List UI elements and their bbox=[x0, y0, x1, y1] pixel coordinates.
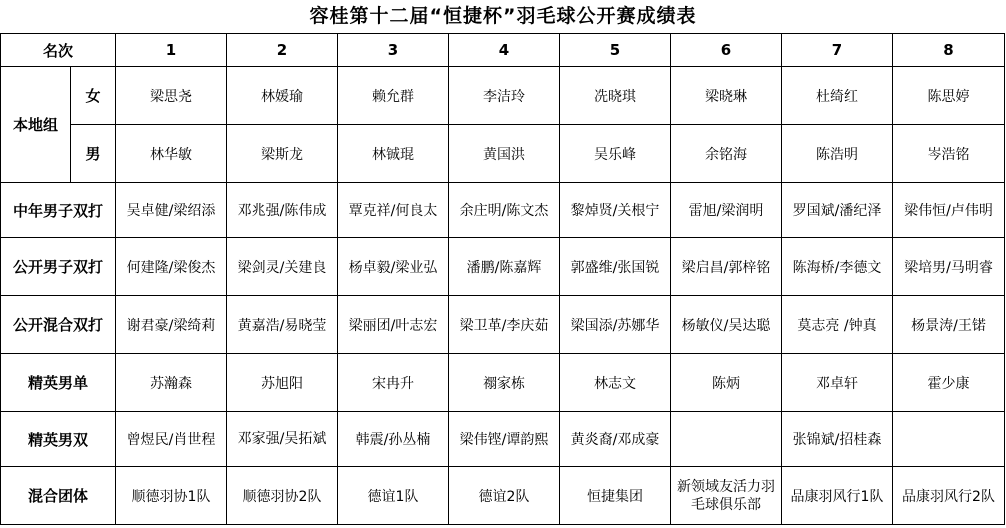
result-cell: 雷旭/梁润明 bbox=[671, 183, 782, 238]
result-cell: 梁丽团/叶志宏 bbox=[338, 296, 449, 354]
result-cell: 新领域友活力羽毛球俱乐部 bbox=[671, 467, 782, 525]
rank-cell: 7 bbox=[782, 34, 893, 67]
table-row bbox=[1, 354, 1005, 412]
result-cell: 品康羽风行2队 bbox=[893, 467, 1005, 525]
result-cell: 顺德羽协1队 bbox=[116, 467, 227, 525]
result-cell: 杨景涛/王锘 bbox=[893, 296, 1005, 354]
result-cell: 林志文 bbox=[560, 354, 671, 412]
table-row bbox=[1, 183, 1005, 238]
result-cell: 谢君豪/梁绮莉 bbox=[116, 296, 227, 354]
result-cell: 何建隆/梁俊杰 bbox=[116, 238, 227, 296]
rank-header-row bbox=[1, 34, 1005, 67]
result-cell bbox=[893, 412, 1005, 467]
table-row bbox=[1, 412, 1005, 467]
result-cell: 陈思婷 bbox=[893, 67, 1005, 125]
result-cell: 陈海桥/李德文 bbox=[782, 238, 893, 296]
result-cell: 梁启昌/郭梓铭 bbox=[671, 238, 782, 296]
result-cell: 品康羽风行1队 bbox=[782, 467, 893, 525]
row-label: 男 bbox=[71, 125, 116, 183]
result-cell: 梁伟铿/谭韵熙 bbox=[449, 412, 560, 467]
result-cell: 莫志亮 /钟真 bbox=[782, 296, 893, 354]
local-group-label: 本地组 bbox=[1, 67, 71, 183]
row-label: 公开混合双打 bbox=[1, 296, 116, 354]
result-cell: 德谊2队 bbox=[449, 467, 560, 525]
result-cell: 恒捷集团 bbox=[560, 467, 671, 525]
result-cell: 张锦斌/招桂森 bbox=[782, 412, 893, 467]
table-row bbox=[1, 125, 1005, 183]
result-cell: 黄炎裔/邓成豪 bbox=[560, 412, 671, 467]
result-cell: 梁国添/苏娜华 bbox=[560, 296, 671, 354]
result-cell: 梁晓琳 bbox=[671, 67, 782, 125]
row-label: 精英男双 bbox=[1, 412, 116, 467]
result-cell: 余庄明/陈文杰 bbox=[449, 183, 560, 238]
result-cell: 霍少康 bbox=[893, 354, 1005, 412]
result-cell: 吴乐峰 bbox=[560, 125, 671, 183]
result-cell: 陈炳 bbox=[671, 354, 782, 412]
result-cell: 黄国洪 bbox=[449, 125, 560, 183]
result-cell: 宋冉升 bbox=[338, 354, 449, 412]
result-cell: 顺德羽协2队 bbox=[227, 467, 338, 525]
rank-cell: 4 bbox=[449, 34, 560, 67]
result-cell: 梁卫革/李庆茹 bbox=[449, 296, 560, 354]
row-label: 精英男单 bbox=[1, 354, 116, 412]
rank-cell: 8 bbox=[893, 34, 1005, 67]
result-cell: 黄嘉浩/易晓莹 bbox=[227, 296, 338, 354]
result-cell: 曾煜民/肖世程 bbox=[116, 412, 227, 467]
result-cell: 杨卓毅/梁业弘 bbox=[338, 238, 449, 296]
result-cell bbox=[671, 412, 782, 467]
result-cell: 梁伟恒/卢伟明 bbox=[893, 183, 1005, 238]
result-cell: 陈浩明 bbox=[782, 125, 893, 183]
result-cell: 黎焯贤/关根宁 bbox=[560, 183, 671, 238]
result-cell: 林华敏 bbox=[116, 125, 227, 183]
rank-cell: 5 bbox=[560, 34, 671, 67]
result-cell: 苏旭阳 bbox=[227, 354, 338, 412]
rank-cell: 6 bbox=[671, 34, 782, 67]
row-label: 中年男子双打 bbox=[1, 183, 116, 238]
result-cell: 梁斯龙 bbox=[227, 125, 338, 183]
row-label: 女 bbox=[71, 67, 116, 125]
row-label: 混合团体 bbox=[1, 467, 116, 525]
result-cell: 赖允群 bbox=[338, 67, 449, 125]
table-row bbox=[1, 67, 1005, 125]
result-cell: 苏瀚森 bbox=[116, 354, 227, 412]
result-cell: 覃克祥/何良太 bbox=[338, 183, 449, 238]
result-cell: 杨敏仪/吴达聪 bbox=[671, 296, 782, 354]
rank-cell: 1 bbox=[116, 34, 227, 67]
result-cell: 潘鹏/陈嘉辉 bbox=[449, 238, 560, 296]
result-cell: 邓卓轩 bbox=[782, 354, 893, 412]
result-cell: 韩震/孙丛楠 bbox=[338, 412, 449, 467]
result-cell: 梁思尧 bbox=[116, 67, 227, 125]
result-cell: 冼晓琪 bbox=[560, 67, 671, 125]
result-cell: 梁剑灵/关建良 bbox=[227, 238, 338, 296]
rank-cell: 3 bbox=[338, 34, 449, 67]
table-row bbox=[1, 467, 1005, 525]
result-cell: 罗国斌/潘纪泽 bbox=[782, 183, 893, 238]
rank-cell: 2 bbox=[227, 34, 338, 67]
result-cell: 李洁玲 bbox=[449, 67, 560, 125]
table-title: 容桂第十二届“恒捷杯”羽毛球公开赛成绩表 bbox=[309, 5, 697, 27]
result-cell: 梁培男/马明睿 bbox=[893, 238, 1005, 296]
row-label: 公开男子双打 bbox=[1, 238, 116, 296]
results-table bbox=[0, 33, 1005, 525]
result-cell: 林媛瑜 bbox=[227, 67, 338, 125]
result-cell: 林铖琨 bbox=[338, 125, 449, 183]
table-row bbox=[1, 296, 1005, 354]
result-cell: 郭盛维/张国锐 bbox=[560, 238, 671, 296]
rank-header-cell: 名次 bbox=[1, 34, 116, 67]
result-cell: 邓家强/吴拓斌 bbox=[227, 412, 338, 467]
table-row bbox=[1, 238, 1005, 296]
result-cell: 邓兆强/陈伟成 bbox=[227, 183, 338, 238]
result-cell: 余铭海 bbox=[671, 125, 782, 183]
result-cell: 吴卓健/梁绍添 bbox=[116, 183, 227, 238]
result-cell: 禤家栋 bbox=[449, 354, 560, 412]
result-cell: 杜绮红 bbox=[782, 67, 893, 125]
result-cell: 岑浩铭 bbox=[893, 125, 1005, 183]
result-cell: 德谊1队 bbox=[338, 467, 449, 525]
